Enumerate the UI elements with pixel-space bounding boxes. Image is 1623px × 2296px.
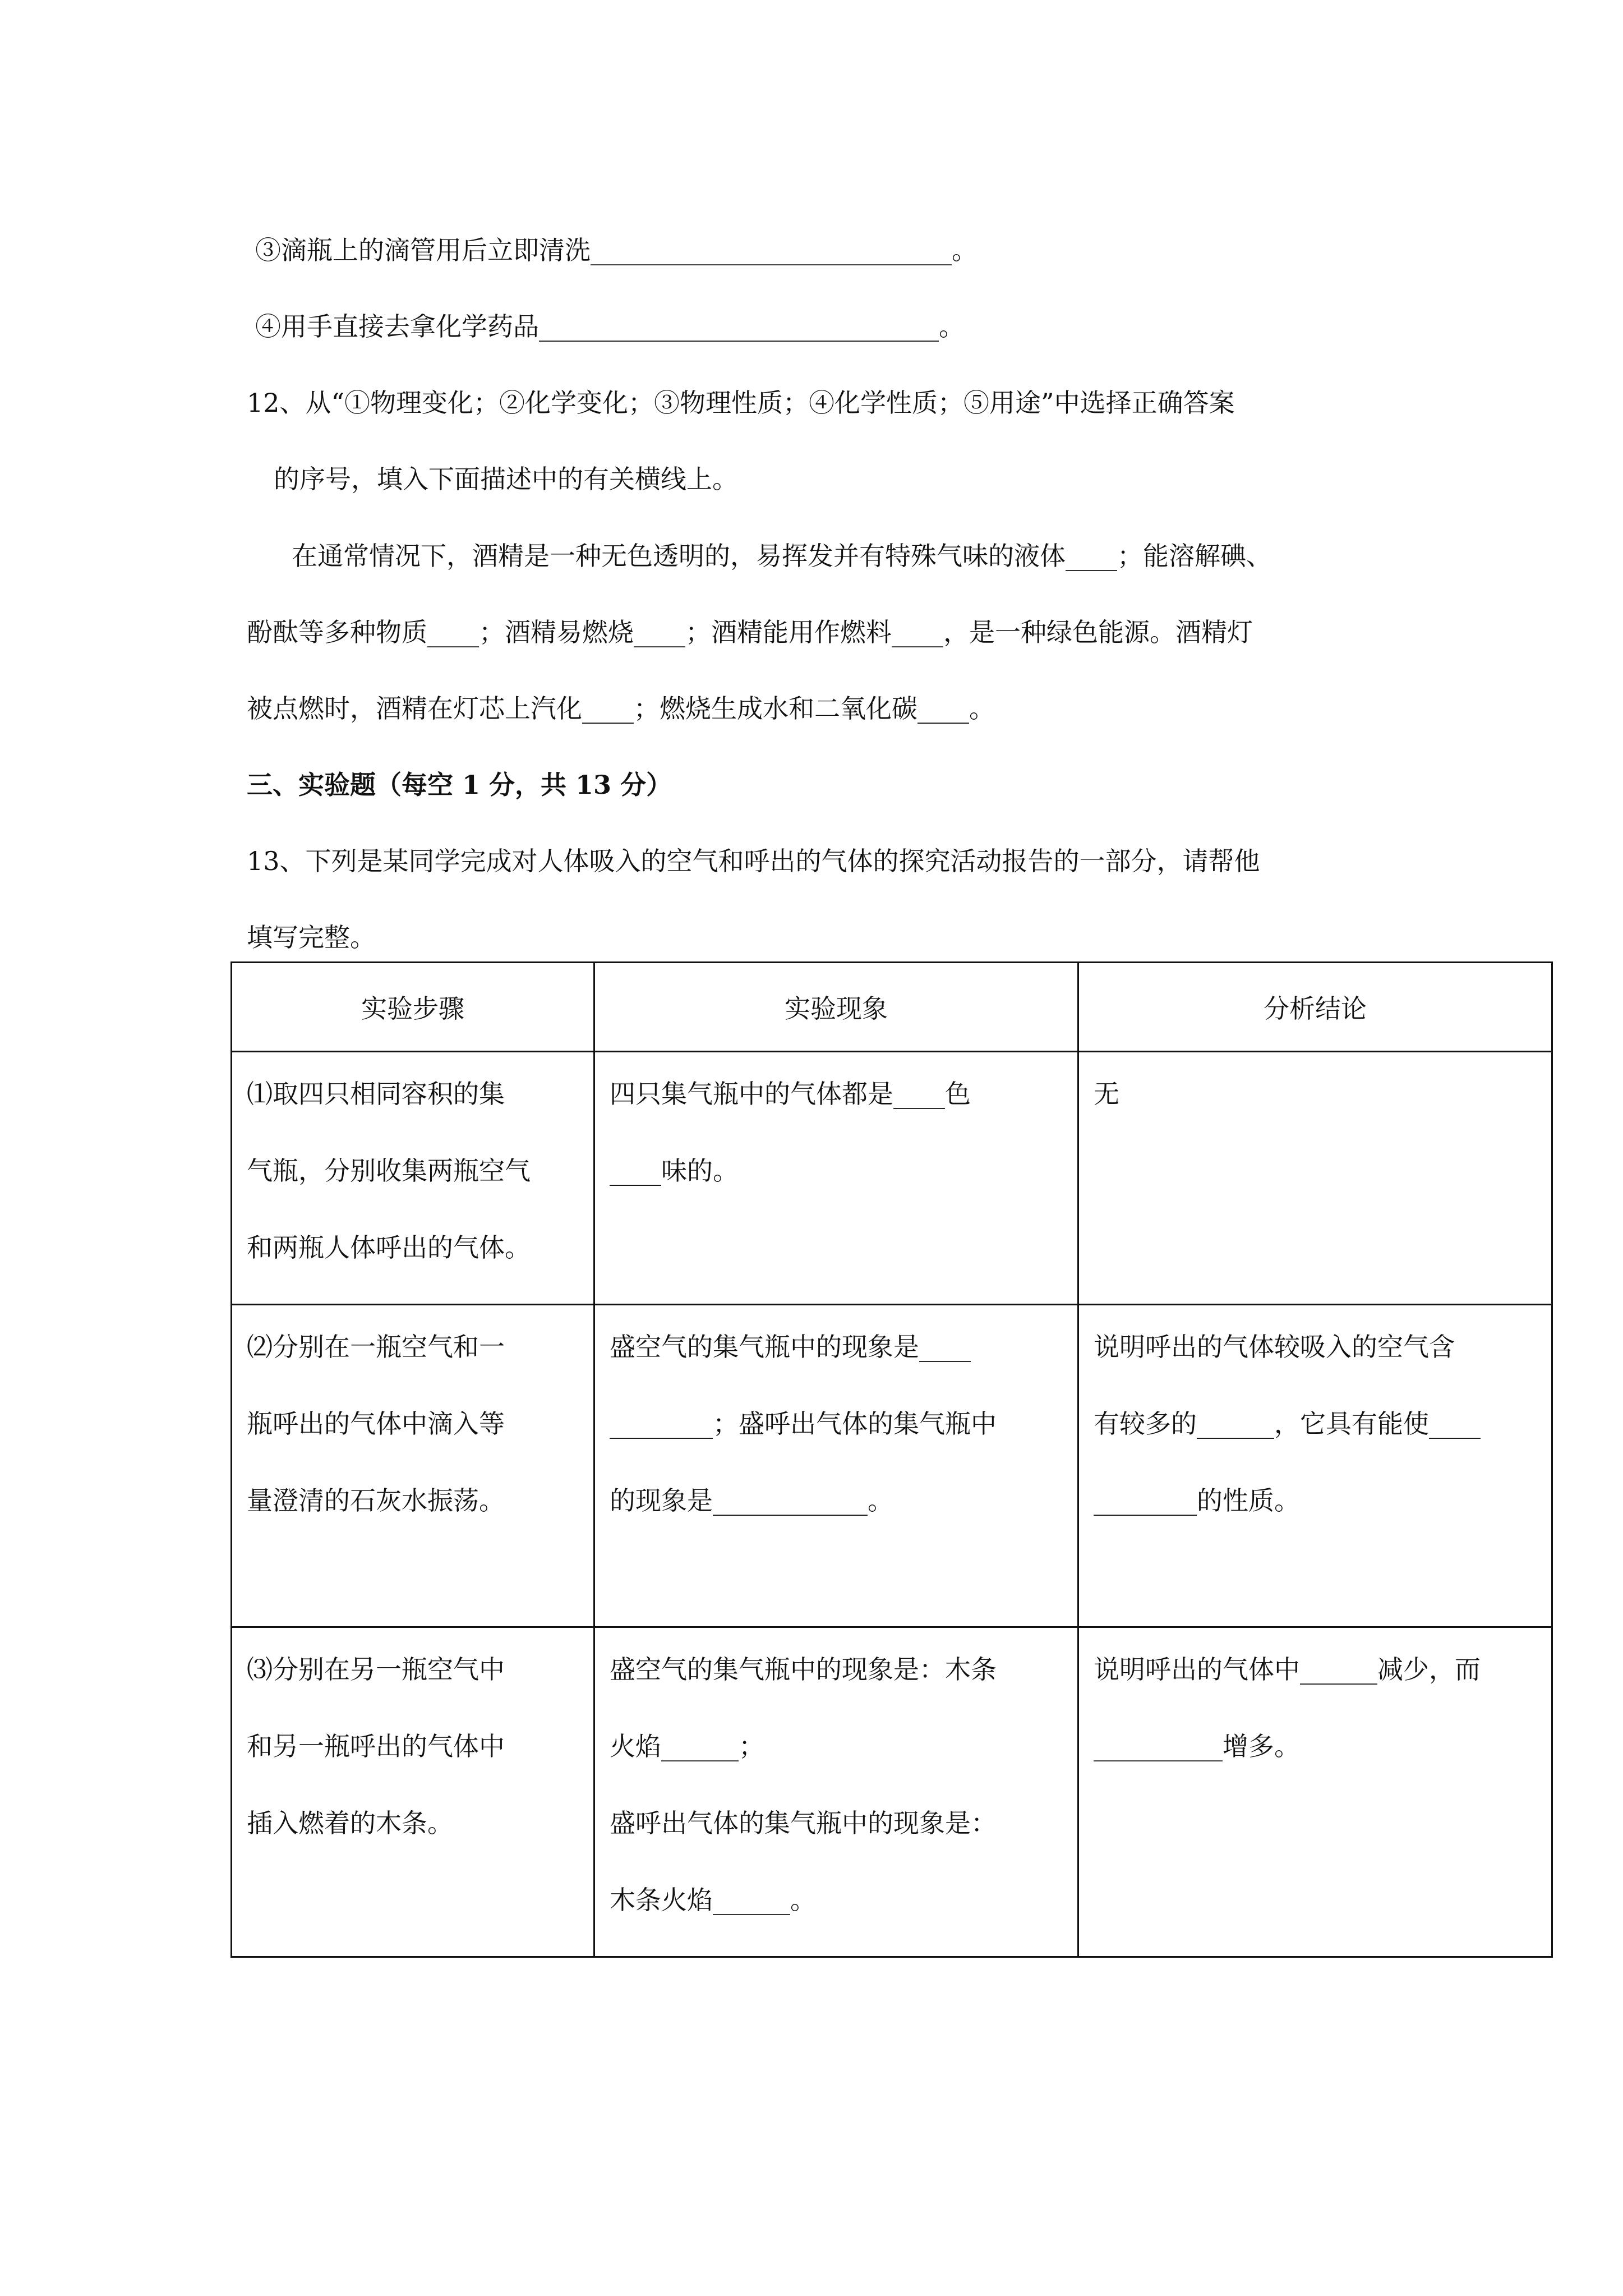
cell-text-line: ____味的。 xyxy=(610,1156,739,1186)
header-phenomenon: 实验现象 xyxy=(594,963,1078,1052)
cell-text-line: 瓶呼出的气体中滴入等 xyxy=(247,1409,505,1439)
row-1-conclusion xyxy=(1078,1052,1552,1305)
row-1-phenomenon xyxy=(594,1052,1078,1305)
item-3: ③滴瓶上的滴管用后立即清洗____________________________。 xyxy=(255,235,978,265)
cell-text-line: 的现象是____________。 xyxy=(610,1485,893,1516)
cell-text-line: __________增多。 xyxy=(1094,1731,1300,1761)
row-1-step xyxy=(232,1052,594,1305)
cell-text-line: 和另一瓶呼出的气体中 xyxy=(247,1731,505,1761)
question-12-line-3: 在通常情况下，酒精是一种无色透明的，易挥发并有特殊气味的液体____；能溶解碘、 xyxy=(292,541,1272,571)
question-12-line-4: 酚酞等多种物质____；酒精易燃烧____；酒精能用作燃料____，是一种绿色能源。酒精灯 xyxy=(247,617,1253,647)
row-2-conclusion xyxy=(1078,1305,1552,1627)
cell-text-line: 量澄清的石灰水振荡。 xyxy=(247,1485,505,1516)
cell-text-line: 和两瓶人体呼出的气体。 xyxy=(247,1232,531,1263)
cell-text-line: 木条火焰______。 xyxy=(610,1885,816,1915)
cell-text-line: 四只集气瓶中的气体都是____色 xyxy=(610,1079,971,1109)
row-2-phenomenon xyxy=(594,1305,1078,1627)
cell-text-line: 无 xyxy=(1094,1079,1119,1109)
question-12-line-2: 的序号，填入下面描述中的有关横线上。 xyxy=(274,464,738,494)
cell-text-line: ⑶分别在另一瓶空气中 xyxy=(247,1654,505,1685)
cell-text-line: 盛空气的集气瓶中的现象是：木条 xyxy=(610,1654,997,1685)
cell-text-line: 气瓶，分别收集两瓶空气 xyxy=(247,1156,531,1186)
experiment-table xyxy=(230,961,1553,1958)
table-row xyxy=(232,1052,1552,1305)
cell-text-line: 有较多的______，它具有能使____ xyxy=(1094,1409,1481,1439)
cell-text-line: ________的性质。 xyxy=(1094,1485,1300,1516)
question-12-line-5: 被点燃时，酒精在灯芯上汽化____；燃烧生成水和二氧化碳____。 xyxy=(247,693,995,724)
cell-text-line: ⑵分别在一瓶空气和一 xyxy=(247,1332,505,1362)
cell-text-line: 盛空气的集气瓶中的现象是____ xyxy=(610,1332,971,1362)
question-13-line-2: 填写完整。 xyxy=(247,922,376,953)
table-row xyxy=(232,1305,1552,1627)
row-2-step xyxy=(232,1305,594,1627)
cell-text-line: 火焰______； xyxy=(610,1731,764,1761)
section-3-title: 三、实验题（每空 1 分，共 13 分） xyxy=(247,770,672,800)
cell-text-line: ⑴取四只相同容积的集 xyxy=(247,1079,505,1109)
header-conclusion: 分析结论 xyxy=(1078,963,1552,1052)
row-3-phenomenon xyxy=(594,1627,1078,1957)
cell-text-line: ________；盛呼出气体的集气瓶中 xyxy=(610,1409,997,1439)
cell-text-line: 插入燃着的木条。 xyxy=(247,1808,453,1838)
row-3-conclusion xyxy=(1078,1627,1552,1957)
cell-text-line: 说明呼出的气体中______减少，而 xyxy=(1094,1654,1481,1685)
question-13-line-1: 13、下列是某同学完成对人体吸入的空气和呼出的气体的探究活动报告的一部分，请帮他 xyxy=(247,846,1260,876)
header-steps: 实验步骤 xyxy=(232,963,594,1052)
table-row xyxy=(232,1627,1552,1957)
cell-text-line: 说明呼出的气体较吸入的空气含 xyxy=(1094,1332,1455,1362)
cell-text-line: 盛呼出气体的集气瓶中的现象是： xyxy=(610,1808,997,1838)
item-4: ④用手直接去拿化学药品_______________________________。 xyxy=(255,311,965,342)
table-header-row xyxy=(232,963,1552,1052)
question-12-line-1: 12、从“①物理变化；②化学变化；③物理性质；④化学性质；⑤用途”中选择正确答案 xyxy=(247,388,1235,418)
row-3-step xyxy=(232,1627,594,1957)
